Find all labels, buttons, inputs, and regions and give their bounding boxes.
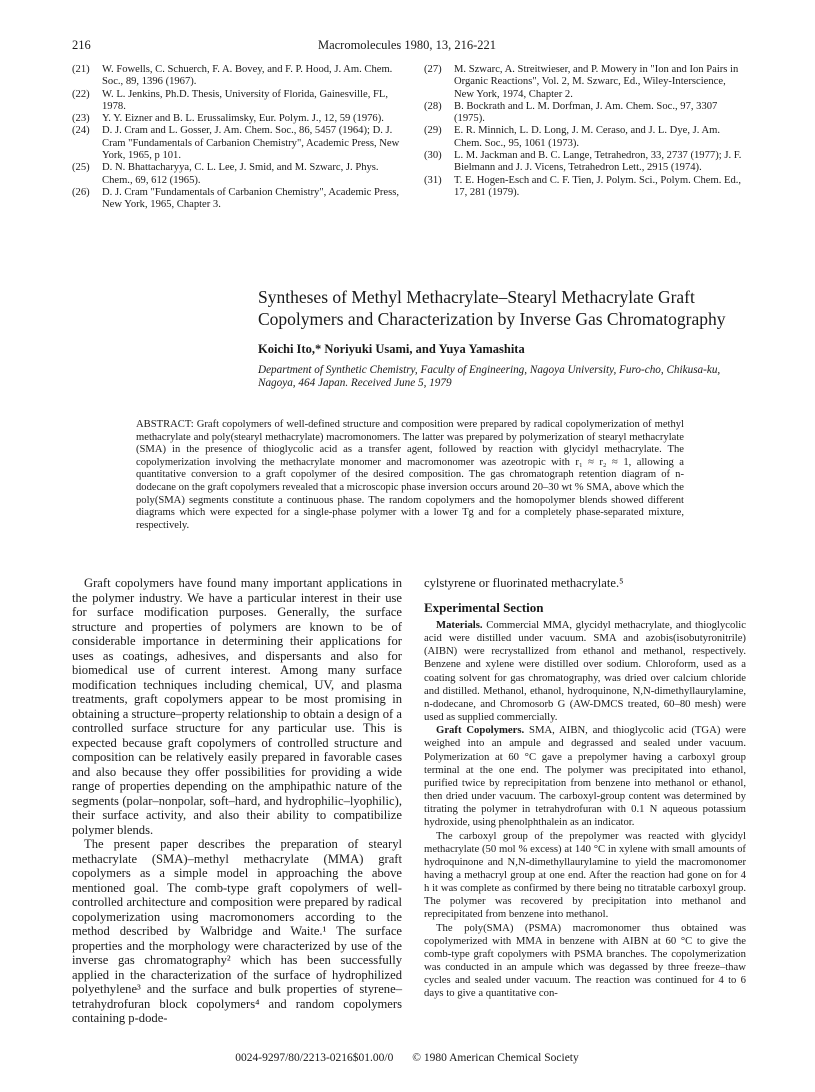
runin-heading: Materials. (436, 619, 483, 631)
body-paragraph: Graft copolymers have found many important applications in the polymer industry. We have a particular interest in their use for surface modification purposes. Generally, the surface structure and properties of polymers are known to be of considerable importance in determining their applications for uses as coatings, adhesives, and dispersants and also for biomedical use of current interest. Among many surface modification techniques including chemical, UV, and plasma treatments, graft copolymers appear to be most promising in obtaining a structure–property relationship to obtain a design of a controlled surface structure for any particular use. This is expected because graft copolymers of controlled structure and composition can be relatively easily prepared in favorable cases and also because they offer possibilities for providing a wide range of properties depending on the amphipathic nature of the segments (polar–nonpolar, soft–hard, and hydrophilic–lyophilic), their surface activity, and also their ability to compatibilize polymer blends. (72, 576, 402, 837)
reference-text: D. N. Bhattacharyya, C. L. Lee, J. Smid, and M. Szwarc, J. Phys. Chem., 69, 612 (1965). (102, 162, 379, 186)
section-heading: Experimental Section (424, 599, 544, 615)
reference-item (72, 125, 404, 162)
article-title: Syntheses of Methyl Methacrylate–Stearyl Methacrylate Graft Copolymers and Characterization by Inverse Gas Chromatography (258, 287, 726, 329)
reference-number: (26) (72, 186, 90, 198)
reference-number: (23) (72, 113, 90, 125)
reference-text: M. Szwarc, A. Streitwieser, and P. Mowery in "Ion and Ion Pairs in Organic Reactions", Vol. 2, M. Szwarc, Ed., Wiley-Interscience, New York, 1974, Chapter 2. (454, 64, 739, 100)
runin-heading: Graft Copolymers. (436, 724, 525, 737)
body-left-column (72, 576, 402, 1026)
reference-text: L. M. Jackman and B. C. Lange, Tetrahedron, 33, 2737 (1977); J. F. Bielmann and J. J. Vicens, Tetrahedron Lett., 2915 (1974). (454, 150, 742, 174)
article-abstract: ABSTRACT: Graft copolymers of well-defined structure and composition were prepared by radical copolymerization of methyl methacrylate and poly(stearyl methacrylate) macromonomers. The latter was prepared by polymerization of stearyl methacrylate (SMA) in the presence of thioglycolic acid as a transfer agent, followed by reaction with glycidyl methacrylate. The copolymerization involving the methacrylate monomer and macromonomer was azeotropic with r₁ ≈ r₂ ≈ 1, allowing a quantitative conversion to a graft copolymer of the desired composition. The gas chromatograph retention diagram of n-dodecane on the graft copolymers revealed that a microscopic phase inversion occurs around 20–30 wt % SMA, above which the poly(SMA) segments constitute a continuous phase. The random copolymers and the homopolymer blends showed different diagrams which were expected for a single-phase polymer with a lower Tg and for a completely phase-separated mixture, respectively. (136, 419, 684, 531)
body-right-column (424, 576, 746, 1001)
reference-number: (31) (424, 174, 442, 186)
reference-number: (21) (72, 64, 90, 75)
reference-number: (30) (424, 150, 442, 162)
reference-item (72, 113, 404, 125)
graft-paragraph (424, 724, 746, 829)
reference-item (72, 64, 404, 89)
reference-item (424, 150, 746, 175)
article-authors: Koichi Ito,* Noriyuki Usami, and Yuya Yamashita (258, 342, 525, 356)
reference-text: E. R. Minnich, L. D. Long, J. M. Ceraso, and J. L. Dye, J. Am. Chem. Soc., 95, 1061 (1973). (454, 125, 721, 149)
reference-item (72, 162, 404, 187)
reference-number: (24) (72, 125, 90, 137)
reference-text: W. L. Jenkins, Ph.D. Thesis, University of Florida, Gainesville, FL, 1978. (102, 88, 389, 112)
references-right-column (424, 64, 746, 199)
reference-text: Y. Y. Eizner and B. L. Erussalimsky, Eur. Polym. J., 12, 59 (1976). (102, 113, 384, 125)
footer-code: 0024-9297/80/2213-0216$01.00/0 (235, 1052, 394, 1064)
page-number: 216 (72, 38, 91, 52)
reference-number: (29) (424, 125, 442, 137)
reference-item (424, 101, 746, 126)
reference-item (424, 175, 746, 200)
reference-number: (27) (424, 64, 442, 75)
reference-text: D. J. Cram and L. Gosser, J. Am. Chem. Soc., 86, 5457 (1964); D. J. Cram "Fundamentals of Carbanion Chemistry", Academic Press, New York, 1965, p 101. (102, 125, 400, 162)
reference-number: (28) (424, 100, 442, 112)
paragraph-text: Commercial MMA, glycidyl methacrylate, and thioglycolic acid were distilled under vacuum. SMA and azobis(isobutyronitrile) (AIBN) were recrystallized from ethanol and methanol, respectively. Benzene and xylene were distilled over sodium. Chloroform, used as a coating solvent for gas chromatography, was dried over calcium chloride and distilled. Methanol, ethanol, hydroquinone, N,N-dimethyllaurylamine, n-dodecane, and Chromosorb G (AW-DMCS treated, 60–80 mesh) were used as supplied commercially. (424, 619, 747, 724)
reference-item (424, 125, 746, 150)
reference-text: W. Fowells, C. Schuerch, F. A. Bovey, and F. P. Hood, J. Am. Chem. Soc., 89, 1396 (1967). (102, 64, 393, 88)
references-left-column (72, 64, 404, 212)
reference-text: D. J. Cram "Fundamentals of Carbanion Chemistry", Academic Press, New York, 1965, Chapter 3. (102, 186, 399, 211)
reference-item (424, 64, 746, 101)
footer-copyright: © 1980 American Chemical Society (412, 1052, 579, 1064)
page-header (72, 38, 742, 54)
materials-paragraph (424, 619, 746, 724)
body-paragraph: The poly(SMA) (PSMA) macromonomer thus obtained was copolymerized with MMA in benzene with AIBN at 60 °C to give the comb-type graft copolymers with PSMA branches. The copolymerization was conducted in an ampule which was degassed by three freeze–thaw cycles and sealed under vacuum. The reaction was continued for 4 to 6 days to give a quantitative con- (424, 921, 746, 1000)
reference-item (72, 187, 404, 212)
journal-citation: Macromolecules 1980, 13, 216-221 (317, 38, 497, 52)
body-paragraph: The carboxyl group of the prepolymer was reacted with glycidyl methacrylate (50 mol % excess) at 140 °C in xylene with small amounts of hydroquinone and N,N-dimethyllaurylamine to yield the macromonomer having a methacryl group at one end. After the reaction had gone on for 4 h it was complete as confirmed by there being no titratable carboxyl group. The polymer was recovered by precipitation into methanol and reprecipitated from benzene into methanol. (424, 829, 746, 921)
body-paragraph-continuation: cylstyrene or fluorinated methacrylate.⁵ (424, 576, 624, 590)
body-paragraph: The present paper describes the preparation of stearyl methacrylate (SMA)–methyl methacrylate (MMA) graft copolymers as a simple model in approaching the above mentioned goal. The comb-type graft copolymers of well-controlled architecture and composition were prepared by radical copolymerization using macromonomers according to the method described by Walbridge and Waite.¹ The surface properties and the morphology were characterized by use of the inverse gas chromatography² which has been successfully applied in the characterization of the surface of hydrophilized polyethylene³ and the surface and bulk properties of styrene–tetrahydrofuran block copolymers⁴ and random copolymers containing p-dode- (72, 837, 402, 1025)
reference-text: T. E. Hogen-Esch and C. F. Tien, J. Polym. Sci., Polym. Chem. Ed., 17, 281 (1979). (454, 174, 742, 198)
reference-number: (25) (72, 162, 90, 174)
reference-item (72, 89, 404, 114)
reference-text: B. Bockrath and L. M. Dorfman, J. Am. Chem. Soc., 97, 3307 (1975). (454, 100, 718, 125)
article-affiliation: Department of Synthetic Chemistry, Faculty of Engineering, Nagoya University, Furo-cho, Chikusa-ku, Nagoya, 464 Japan. Received June 5, 1979 (258, 364, 721, 390)
page-footer (72, 1052, 742, 1064)
paragraph-text: SMA, AIBN, and thioglycolic acid (TGA) were weighed into an ampule and degrassed and sealed under vacuum. Polymerization at 60 °C gave a prepolymer having a carboxyl group terminal at the one end. The polymer was precipitated into ethanol, purified twice by reprecipitation from benzene into methanol or ethanol, then dried under vacuum. The carboxyl-group content was determined by titrating the polymer in tetrahydrofuran with 0.1 N aqueous potassium hydroxide, using phenolphthalein as an indicator. (424, 724, 746, 829)
reference-number: (22) (72, 88, 90, 100)
